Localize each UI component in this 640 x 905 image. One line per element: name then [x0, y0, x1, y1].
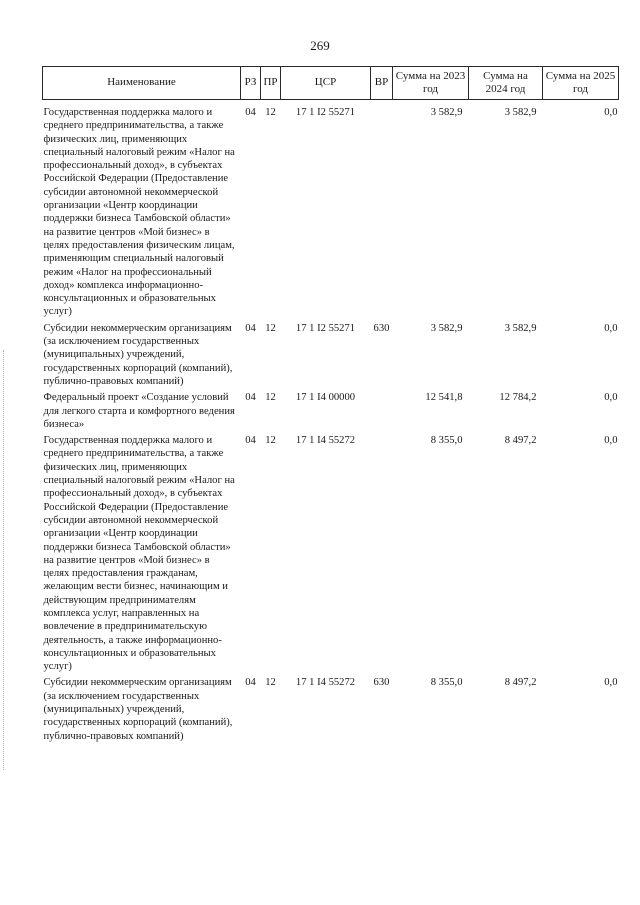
row-name: Государственная поддержка малого и среднего предпринимательства, а также физических лиц, применяющих специальный налоговый режим «Налог на профессиональный доход», в субъектах Российской Федерации (Предоставление субсидии автономной некоммерческой организации «Центр координации поддержки бизнеса Тамбовской области» на развитие центров «Мой бизнес» в целях предоставления физическим лицам, применяющим специальный налоговый режим «Налог на профессиональный доход» комплекса информационно-консультационных и образовательных услуг)	[43, 107, 235, 318]
row-vr: 630	[373, 322, 390, 334]
row-sum-2024: 12 784,2	[499, 392, 537, 404]
row-csr: 17 1 I2 55271	[295, 322, 356, 334]
row-pr: 12	[265, 107, 276, 118]
row-name: Федеральный проект «Создание условий для легкого старта и комфортного ведения бизнеса»	[43, 392, 235, 430]
row-name: Субсидии некоммерческим организациям (за исключением государственных (муниципальных) учреждений, государственных корпораций (компаний), публично-правовых компаний)	[43, 677, 233, 742]
header-sum-2024: Сумма на 2024 год	[469, 67, 543, 100]
row-pr: 12	[265, 435, 276, 447]
table-row	[43, 391, 619, 434]
page-number: 269	[310, 38, 330, 53]
header-csr: ЦСР	[281, 67, 371, 100]
row-csr: 17 1 I4 00000	[295, 392, 356, 404]
budget-table	[42, 66, 619, 746]
row-vr: 630	[373, 677, 390, 689]
row-sum-2024: 3 582,9	[504, 107, 537, 118]
row-sum-2024: 3 582,9	[504, 322, 537, 334]
header-vr: ВР	[371, 67, 393, 100]
table-row	[43, 322, 619, 391]
header-sum-2025: Сумма на 2025 год	[543, 67, 619, 100]
row-sum-2024: 8 497,2	[504, 435, 537, 447]
row-rz: 04	[245, 435, 256, 447]
row-sum-2023: 12 541,8	[425, 392, 463, 404]
row-name: Субсидии некоммерческим организациям (за исключением государственных (муниципальных) учреждений, государственных корпораций (компаний), публично-правовых компаний)	[43, 322, 233, 387]
row-csr: 17 1 I4 55272	[295, 677, 356, 689]
row-csr: 17 1 I4 55272	[295, 435, 356, 447]
header-pr: ПР	[261, 67, 281, 100]
row-pr: 12	[265, 322, 276, 334]
row-rz: 04	[245, 392, 256, 404]
header-name: Наименование	[43, 67, 241, 100]
table-row	[43, 106, 619, 322]
row-vr	[371, 391, 393, 434]
row-name: Государственная поддержка малого и среднего предпринимательства, а также физических лиц, применяющих специальный налоговый режим «Налог на профессиональный доход», в субъектах Российской Федерации (Предоставление субсидии автономной некоммерческой организации «Центр координации поддержки бизнеса Тамбовской области» на развитие центров «Мой бизнес» в целях предоставления гражданам, желающим вести бизнес, начинающим и действующим предпринимателям комплекса услуг, направленных на вовлечение в предпринимательскую деятельность, а также информационно-консультационных и образовательных услуг)	[43, 435, 235, 673]
row-sum-2025: 0,0	[604, 435, 618, 447]
row-sum-2025: 0,0	[604, 392, 618, 404]
table-row	[43, 434, 619, 676]
header-rz: РЗ	[241, 67, 261, 100]
row-rz: 04	[245, 107, 256, 118]
row-pr: 12	[265, 392, 276, 404]
binder-edge-marks	[3, 350, 5, 770]
row-sum-2025: 0,0	[604, 322, 618, 334]
row-csr: 17 1 I2 55271	[295, 107, 356, 118]
table-row	[43, 676, 619, 745]
header-sum-2023: Сумма на 2023 год	[393, 67, 469, 100]
row-sum-2023: 3 582,9	[430, 107, 463, 118]
table-header-row	[43, 67, 619, 100]
row-vr	[371, 106, 393, 322]
row-sum-2023: 8 355,0	[430, 435, 463, 447]
row-sum-2023: 3 582,9	[430, 322, 463, 334]
row-rz: 04	[245, 322, 256, 334]
row-sum-2025: 0,0	[604, 107, 618, 118]
row-sum-2023: 8 355,0	[430, 677, 463, 689]
row-pr: 12	[265, 677, 276, 689]
row-vr	[371, 434, 393, 676]
row-sum-2024: 8 497,2	[504, 677, 537, 689]
row-sum-2025: 0,0	[604, 677, 618, 689]
row-rz: 04	[245, 677, 256, 689]
